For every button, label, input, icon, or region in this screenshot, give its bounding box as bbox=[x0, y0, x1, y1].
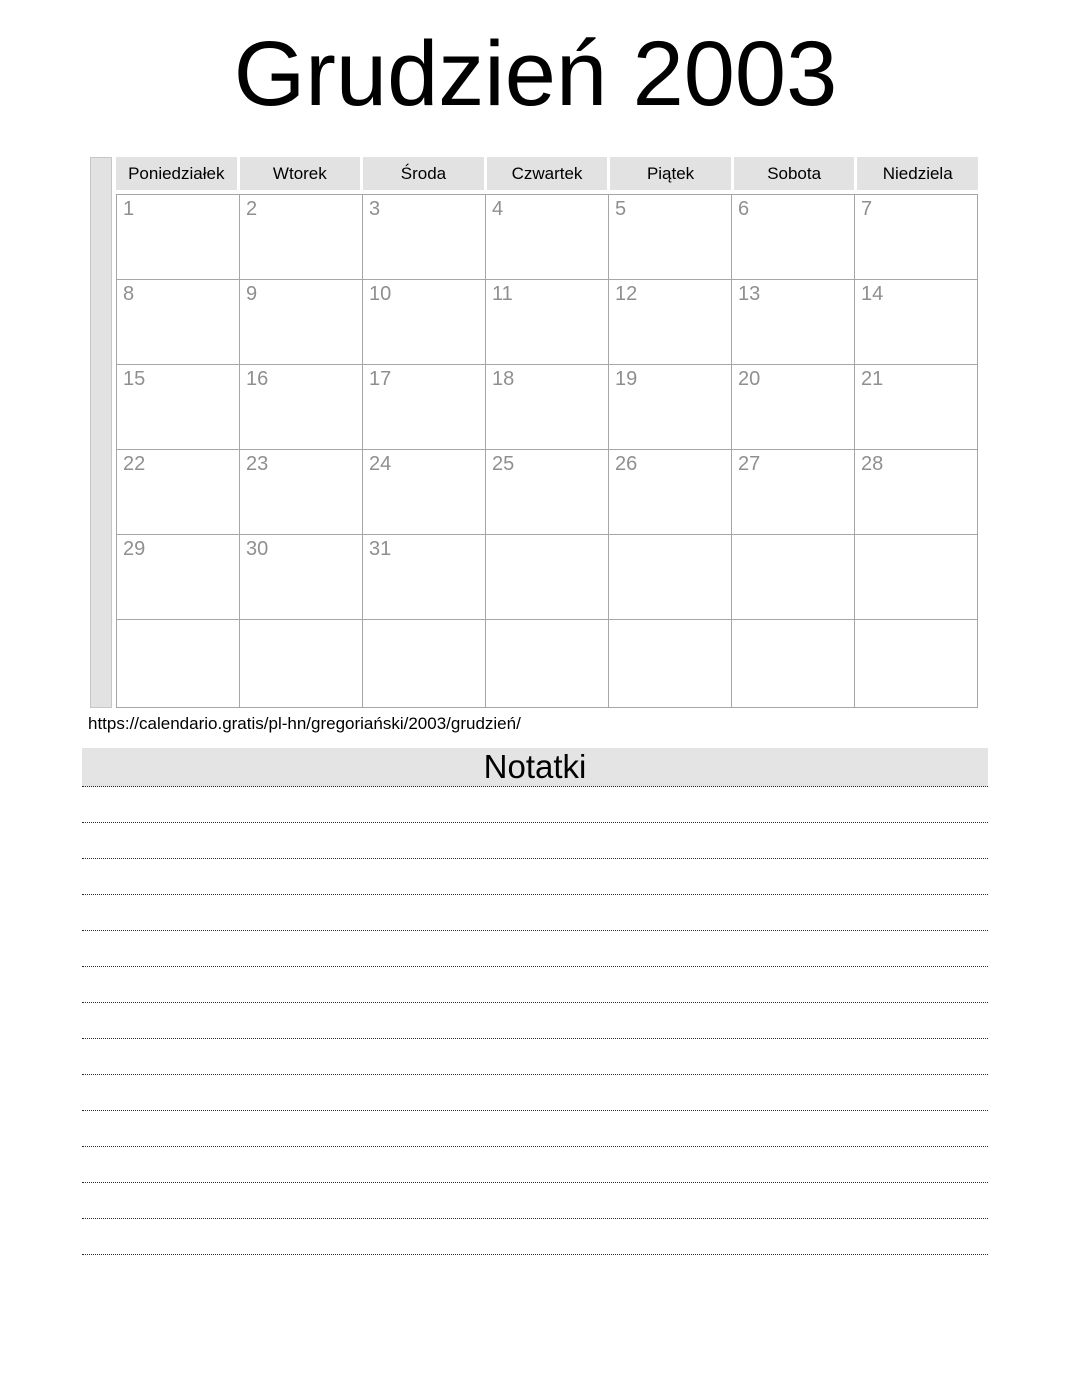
page-title: Grudzień 2003 bbox=[233, 23, 838, 125]
day-cell-empty bbox=[732, 535, 855, 620]
weekday-header: Wtorek bbox=[240, 157, 361, 190]
day-cell: 4 bbox=[486, 195, 609, 280]
day-cell: 25 bbox=[486, 450, 609, 535]
day-cell: 5 bbox=[609, 195, 732, 280]
day-cell: 7 bbox=[855, 195, 978, 280]
day-cell-empty bbox=[486, 535, 609, 620]
day-cell: 12 bbox=[609, 280, 732, 365]
note-line bbox=[82, 1219, 988, 1255]
notes-lines bbox=[82, 787, 988, 1255]
note-line bbox=[82, 1075, 988, 1111]
day-cell: 27 bbox=[732, 450, 855, 535]
calendar-grid bbox=[116, 194, 978, 708]
day-cell-empty bbox=[609, 535, 732, 620]
day-cell-empty bbox=[486, 620, 609, 708]
day-cell: 3 bbox=[363, 195, 486, 280]
day-cell: 13 bbox=[732, 280, 855, 365]
day-cell: 24 bbox=[363, 450, 486, 535]
weekday-header: Poniedziałek bbox=[116, 157, 237, 190]
notes-section bbox=[82, 748, 988, 1255]
day-cell: 23 bbox=[240, 450, 363, 535]
day-cell-empty bbox=[609, 620, 732, 708]
day-cell: 31 bbox=[363, 535, 486, 620]
day-cell: 21 bbox=[855, 365, 978, 450]
day-cell-empty bbox=[240, 620, 363, 708]
day-cell-empty bbox=[363, 620, 486, 708]
day-cell: 2 bbox=[240, 195, 363, 280]
day-cell: 22 bbox=[117, 450, 240, 535]
day-cell: 18 bbox=[486, 365, 609, 450]
note-line bbox=[82, 1147, 988, 1183]
calendar-table bbox=[90, 157, 978, 708]
day-cell: 16 bbox=[240, 365, 363, 450]
day-cell: 30 bbox=[240, 535, 363, 620]
note-line bbox=[82, 859, 988, 895]
day-cell-empty bbox=[732, 620, 855, 708]
day-cell-empty bbox=[855, 535, 978, 620]
note-line bbox=[82, 1111, 988, 1147]
note-line bbox=[82, 967, 988, 1003]
weekday-header: Sobota bbox=[734, 157, 855, 190]
day-cell: 11 bbox=[486, 280, 609, 365]
day-cell: 9 bbox=[240, 280, 363, 365]
day-cell: 15 bbox=[117, 365, 240, 450]
day-cell: 28 bbox=[855, 450, 978, 535]
day-cell: 17 bbox=[363, 365, 486, 450]
note-line bbox=[82, 931, 988, 967]
week-number-column bbox=[90, 157, 112, 708]
calendar-main bbox=[116, 157, 978, 708]
weekday-header: Piątek bbox=[610, 157, 731, 190]
notes-title-bar bbox=[82, 748, 988, 787]
note-line bbox=[82, 787, 988, 823]
weekday-header: Czwartek bbox=[487, 157, 608, 190]
weekday-header: Niedziela bbox=[857, 157, 978, 190]
note-line bbox=[82, 1039, 988, 1075]
day-cell: 19 bbox=[609, 365, 732, 450]
note-line bbox=[82, 895, 988, 931]
weekday-header-row bbox=[116, 157, 978, 190]
day-cell-empty bbox=[117, 620, 240, 708]
note-line bbox=[82, 1183, 988, 1219]
day-cell: 10 bbox=[363, 280, 486, 365]
day-cell: 6 bbox=[732, 195, 855, 280]
day-cell: 26 bbox=[609, 450, 732, 535]
day-cell: 20 bbox=[732, 365, 855, 450]
day-cell: 29 bbox=[117, 535, 240, 620]
weekday-header: Środa bbox=[363, 157, 484, 190]
day-cell: 14 bbox=[855, 280, 978, 365]
note-line bbox=[82, 823, 988, 859]
source-url: https://calendario.gratis/pl-hn/gregoriański/2003/grudzień/ bbox=[88, 714, 521, 733]
day-cell-empty bbox=[855, 620, 978, 708]
day-cell: 8 bbox=[117, 280, 240, 365]
day-cell: 1 bbox=[117, 195, 240, 280]
notes-title: Notatki bbox=[483, 748, 587, 785]
note-line bbox=[82, 1003, 988, 1039]
